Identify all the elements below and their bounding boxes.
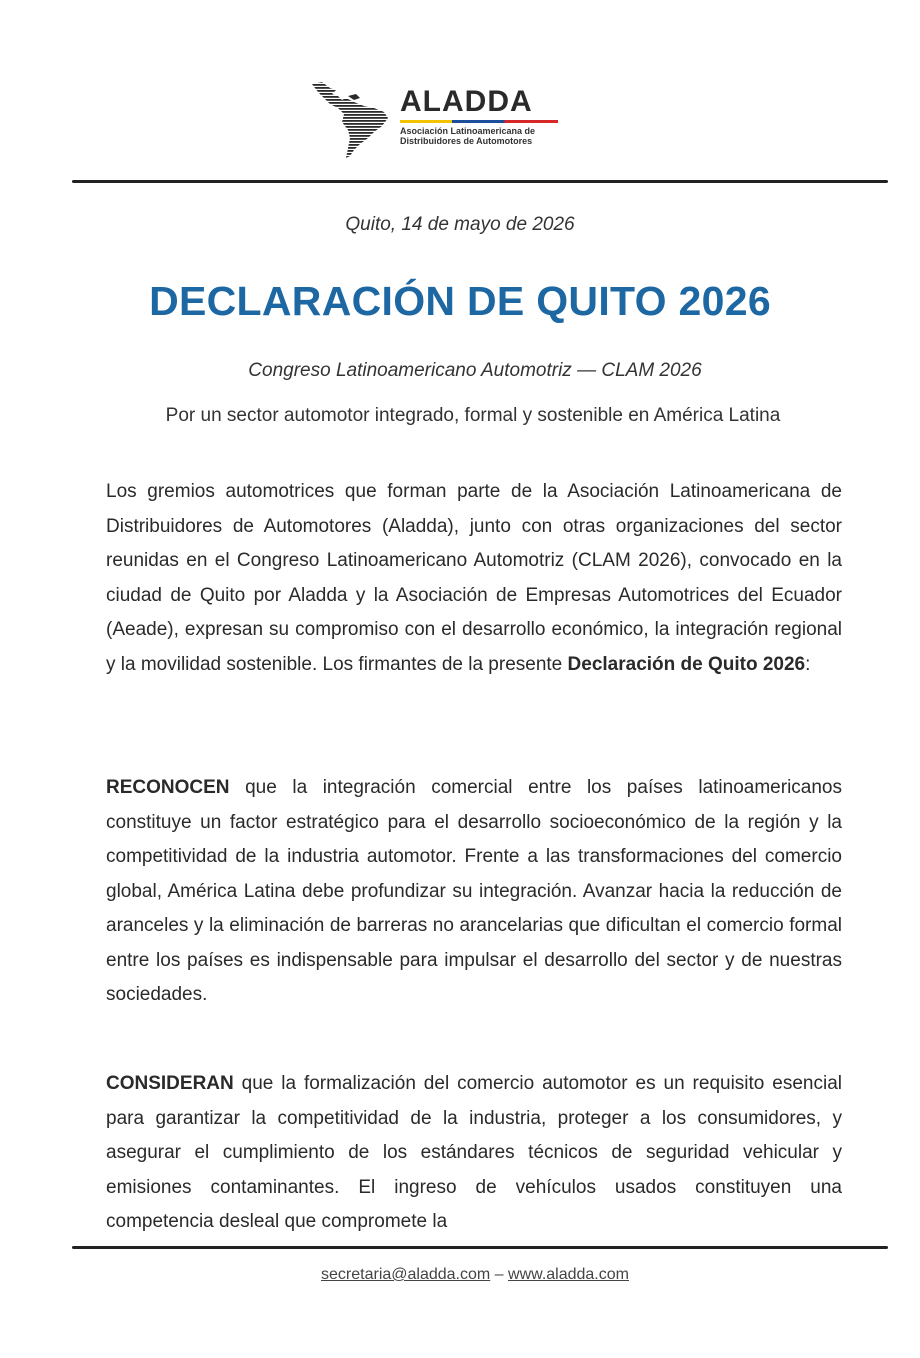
intro-bold-text: Declaración de Quito 2026 — [567, 653, 806, 675]
reconocen-lead: RECONOCEN — [106, 777, 230, 798]
intro-paragraph — [106, 475, 842, 682]
footer-website-link[interactable]: www.aladda.com — [508, 1266, 629, 1283]
footer-divider — [72, 1246, 888, 1249]
document-subtitle: Congreso Latinoamericano Automotriz — CLAM 2026 — [248, 360, 702, 381]
latin-america-map-icon — [308, 78, 394, 160]
consideran-lead: CONSIDERAN — [106, 1073, 234, 1094]
footer-email-link[interactable]: secretaria@aladda.com — [321, 1266, 491, 1283]
logo-subtitle-line2: Distribuidores de Automotores — [400, 136, 533, 146]
document-tagline: Por un sector automotor integrado, formal y sostenible en América Latina — [165, 405, 781, 426]
consideran-paragraph — [106, 1067, 842, 1240]
document-title: DECLARACIÓN DE QUITO 2026 — [149, 278, 771, 324]
logo-subtitle-line1: Asociación Latinoamericana de — [400, 126, 536, 136]
header-divider — [72, 180, 888, 183]
logo-name: ALADDA — [400, 85, 533, 118]
intro-text: Los gremios automotrices que forman parte de la Asociación Latinoamericana de Distribuidores de Automotores (Aladda), junto con otras organizaciones del sector reunidas en el Congreso Latinoamericano Automotriz (CLAM 2026), convocado en la ciudad de Quito por Aladda y la Asociación de Empresas Automotrices del Ecuador (Aeade), expresan su compromiso con el desarrollo económico, la integración regional y la movilidad sostenible. Los firmantes de la presente — [106, 481, 842, 675]
reconocen-text: que la integración comercial entre los países latinoamericanos constituye un factor estratégico para el desarrollo socioeconómico de la región y la competitividad de la industria automotor. Frente a las transformaciones del comercio global, América Latina debe profundizar su integración. Avanzar hacia la reducción de aranceles y la eliminación de barreras no arancelarias que dificultan el comercio formal entre los países es indispensable para impulsar el desarrollo del sector y de nuestras sociedades. — [106, 777, 842, 1005]
logo-text-block — [400, 86, 558, 146]
intro-end: : — [805, 653, 811, 675]
footer — [0, 1266, 920, 1284]
reconocen-paragraph — [106, 771, 842, 1013]
document-date: Quito, 14 de mayo de 2026 — [345, 214, 575, 235]
aladda-logo — [308, 78, 568, 160]
footer-separator: – — [490, 1266, 509, 1283]
logo-color-bar — [400, 120, 558, 123]
consideran-text: que la formalización del comercio automotor es un requisito esencial para garantizar la competitividad de la industria, proteger a los consumidores, y asegurar el cumplimiento de los estándares técnicos de seguridad vehicular y emisiones contaminantes. El ingreso de vehículos usados constituyen una competencia desleal que compromete la — [106, 1073, 842, 1232]
